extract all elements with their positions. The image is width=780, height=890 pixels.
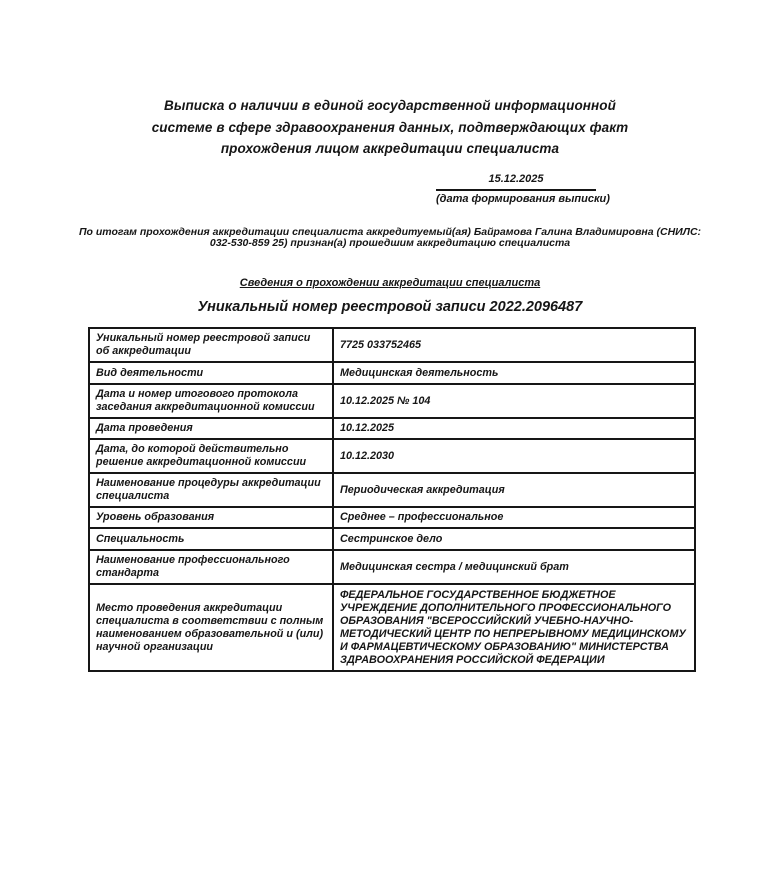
row-label: Наименование процедуры аккредитации специалиста bbox=[89, 473, 333, 507]
section-heading: Сведения о прохождении аккредитации специалиста bbox=[239, 277, 541, 290]
table-row bbox=[89, 328, 695, 362]
registry-record-number: Уникальный номер реестровой записи 2022.2096487 bbox=[197, 299, 583, 316]
table-row bbox=[89, 473, 695, 507]
row-value: 7725 033752465 bbox=[333, 328, 695, 362]
row-label: Вид деятельности bbox=[89, 362, 333, 384]
row-label: Уровень образования bbox=[89, 507, 333, 528]
row-label: Дата и номер итогового протокола заседания аккредитационной комиссии bbox=[89, 384, 333, 418]
table-row bbox=[89, 418, 695, 439]
row-label: Специальность bbox=[89, 528, 333, 550]
intro-paragraph: По итогам прохождения аккредитации специалиста аккредитуемый(ая) Байрамова Галина Владимировна (СНИЛС: 032-530-859 25) признан(а) прошедшим аккредитацию специалиста bbox=[78, 225, 702, 250]
table-row bbox=[89, 528, 695, 550]
row-label: Дата проведения bbox=[89, 418, 333, 439]
row-value: ФЕДЕРАЛЬНОЕ ГОСУДАРСТВЕННОЕ БЮДЖЕТНОЕ УЧРЕЖДЕНИЕ ДОПОЛНИТЕЛЬНОГО ПРОФЕССИОНАЛЬНОГО ОБРАЗОВАНИЯ "ВСЕРОССИЙСКИЙ УЧЕБНО-НАУЧНО-МЕТОДИЧЕСКИЙ ЦЕНТР ПО НЕПРЕРЫВНОМУ МЕДИЦИНСКОМУ И ФАРМАЦЕВТИЧЕСКОМУ ОБРАЗОВАНИЮ" МИНИСТЕРСТВА ЗДРАВООХРАНЕНИЯ РОССИЙСКОЙ ФЕДЕРАЦИИ bbox=[333, 584, 695, 671]
row-value: Медицинская деятельность bbox=[333, 362, 695, 384]
table-row bbox=[89, 362, 695, 384]
row-label: Уникальный номер реестровой записи об аккредитации bbox=[89, 328, 333, 362]
row-value: 10.12.2025 № 104 bbox=[333, 384, 695, 418]
table-row bbox=[89, 439, 695, 473]
document-title: Выписка о наличии в единой государственной информационной системе в сфере здравоохранения данных, подтверждающих факт прохождения лицом аккредитации специалиста bbox=[151, 98, 629, 156]
date-block bbox=[436, 172, 610, 205]
table-row bbox=[89, 584, 695, 671]
row-value: Периодическая аккредитация bbox=[333, 473, 695, 507]
row-label: Дата, до которой действительно решение аккредитационной комиссии bbox=[89, 439, 333, 473]
accreditation-table bbox=[88, 327, 696, 672]
table-row bbox=[89, 384, 695, 418]
row-value: Сестринское дело bbox=[333, 528, 695, 550]
row-value: Медицинская сестра / медицинский брат bbox=[333, 550, 695, 584]
row-value: 10.12.2030 bbox=[333, 439, 695, 473]
table-row bbox=[89, 507, 695, 528]
table-row bbox=[89, 550, 695, 584]
row-label: Наименование профессионального стандарта bbox=[89, 550, 333, 584]
row-value: Среднее – профессиональное bbox=[333, 507, 695, 528]
extract-date: 15.12.2025 bbox=[436, 173, 596, 191]
extract-date-caption: (дата формирования выписки) bbox=[436, 192, 610, 205]
row-value: 10.12.2025 bbox=[333, 418, 695, 439]
row-label: Место проведения аккредитации специалиста в соответствии с полным наименованием образовательной и (или) научной организации bbox=[89, 584, 333, 671]
